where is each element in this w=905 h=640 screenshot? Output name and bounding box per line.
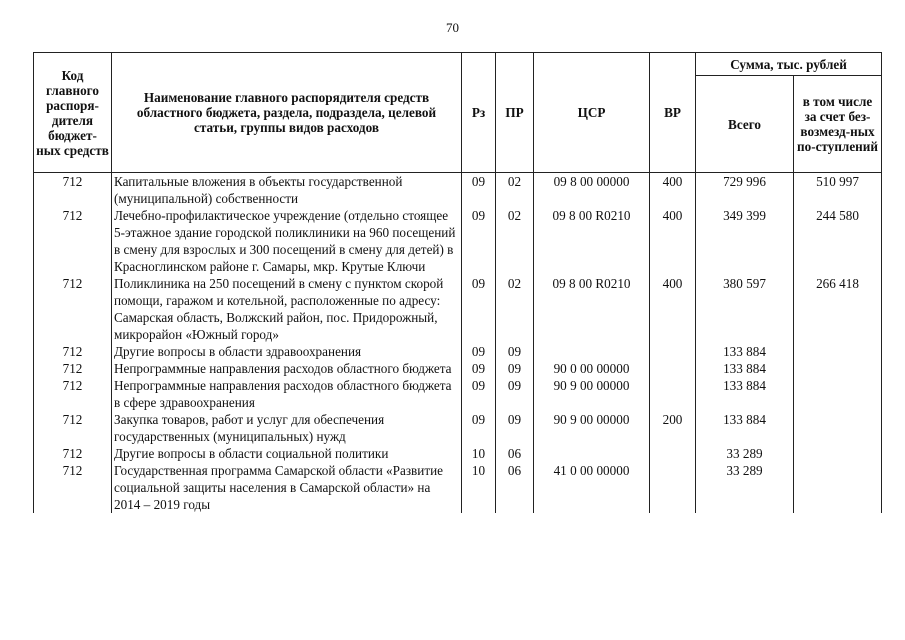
cell-code: 712 [34,377,112,411]
header-total: Всего [696,76,794,173]
cell-name: Закупка товаров, работ и услуг для обеспечения государственных (муниципальных) нужд [112,411,462,445]
cell-csr: 09 8 00 R0210 [534,275,650,343]
cell-vr [650,445,696,462]
cell-total: 349 399 [696,207,794,275]
cell-csr: 09 8 00 00000 [534,173,650,208]
cell-grant [794,411,882,445]
header-name: Наименование главного распорядителя средств областного бюджета, раздела, подраздела, целевой статьи, группы видов расходов [112,53,462,173]
cell-grant: 510 997 [794,173,882,208]
header-pr: ПР [496,53,534,173]
cell-name: Лечебно-профилактическое учреждение (отдельно стоящее 5-этажное здание городской поликлиники на 960 посещений в смену для взрослых и 300 посещений в смену для детей) в Красноглинском районе г. Самары, мкр. Крутые Ключи [112,207,462,275]
cell-grant [794,377,882,411]
header-rz: Рз [462,53,496,173]
table-row [34,275,882,343]
cell-pr: 02 [496,173,534,208]
cell-grant [794,462,882,513]
cell-vr [650,360,696,377]
cell-name: Другие вопросы в области здравоохранения [112,343,462,360]
cell-pr: 02 [496,275,534,343]
cell-pr: 09 [496,343,534,360]
cell-pr: 09 [496,411,534,445]
cell-grant: 244 580 [794,207,882,275]
cell-total: 133 884 [696,377,794,411]
cell-rz: 09 [462,411,496,445]
cell-rz: 10 [462,462,496,513]
cell-code: 712 [34,360,112,377]
cell-pr: 09 [496,360,534,377]
cell-total: 33 289 [696,462,794,513]
table-row [34,377,882,411]
cell-vr: 400 [650,207,696,275]
cell-code: 712 [34,343,112,360]
cell-name: Государственная программа Самарской области «Развитие социальной защиты населения в Самарской области» на 2014 – 2019 годы [112,462,462,513]
cell-rz: 09 [462,173,496,208]
cell-csr: 41 0 00 00000 [534,462,650,513]
cell-grant [794,343,882,360]
cell-code: 712 [34,173,112,208]
table-row [34,207,882,275]
cell-csr: 90 9 00 00000 [534,377,650,411]
cell-pr: 09 [496,377,534,411]
cell-vr: 200 [650,411,696,445]
cell-vr: 400 [650,275,696,343]
cell-code: 712 [34,462,112,513]
page-number: 70 [446,20,459,35]
cell-total: 380 597 [696,275,794,343]
header-code: Код главного распоря-дителя бюджет-ных средств [34,53,112,173]
budget-table [33,52,882,513]
cell-csr: 09 8 00 R0210 [534,207,650,275]
cell-pr: 06 [496,445,534,462]
header-sum: Сумма, тыс. рублей [696,53,882,76]
table-row [34,343,882,360]
table-row [34,445,882,462]
cell-grant [794,445,882,462]
cell-csr [534,445,650,462]
cell-rz: 09 [462,360,496,377]
cell-name: Поликлиника на 250 посещений в смену с пунктом скорой помощи, гаражом и котельной, расположенные по адресу: Самарская область, Волжский район, пос. Придорожный, микрорайон «Южный город» [112,275,462,343]
cell-rz: 09 [462,275,496,343]
table-row [34,411,882,445]
cell-grant [794,360,882,377]
cell-rz: 10 [462,445,496,462]
cell-total: 33 289 [696,445,794,462]
table-row [34,462,882,513]
header-grant: в том числе за счет без-возмезд-ных по-ступлений [794,76,882,173]
cell-vr [650,462,696,513]
cell-grant: 266 418 [794,275,882,343]
cell-pr: 02 [496,207,534,275]
cell-rz: 09 [462,207,496,275]
cell-total: 133 884 [696,411,794,445]
cell-total: 729 996 [696,173,794,208]
header-csr: ЦСР [534,53,650,173]
cell-code: 712 [34,207,112,275]
cell-vr: 400 [650,173,696,208]
cell-total: 133 884 [696,343,794,360]
cell-name: Капитальные вложения в объекты государственной (муниципальной) собственности [112,173,462,208]
cell-rz: 09 [462,343,496,360]
header-vr: ВР [650,53,696,173]
table-row [34,360,882,377]
cell-code: 712 [34,275,112,343]
cell-total: 133 884 [696,360,794,377]
cell-vr [650,343,696,360]
table-row [34,173,882,208]
cell-code: 712 [34,411,112,445]
cell-csr: 90 0 00 00000 [534,360,650,377]
cell-code: 712 [34,445,112,462]
cell-name: Непрограммные направления расходов областного бюджета [112,360,462,377]
cell-pr: 06 [496,462,534,513]
cell-name: Непрограммные направления расходов областного бюджета в сфере здравоохранения [112,377,462,411]
cell-rz: 09 [462,377,496,411]
cell-csr [534,343,650,360]
cell-name: Другие вопросы в области социальной политики [112,445,462,462]
cell-csr: 90 9 00 00000 [534,411,650,445]
cell-vr [650,377,696,411]
